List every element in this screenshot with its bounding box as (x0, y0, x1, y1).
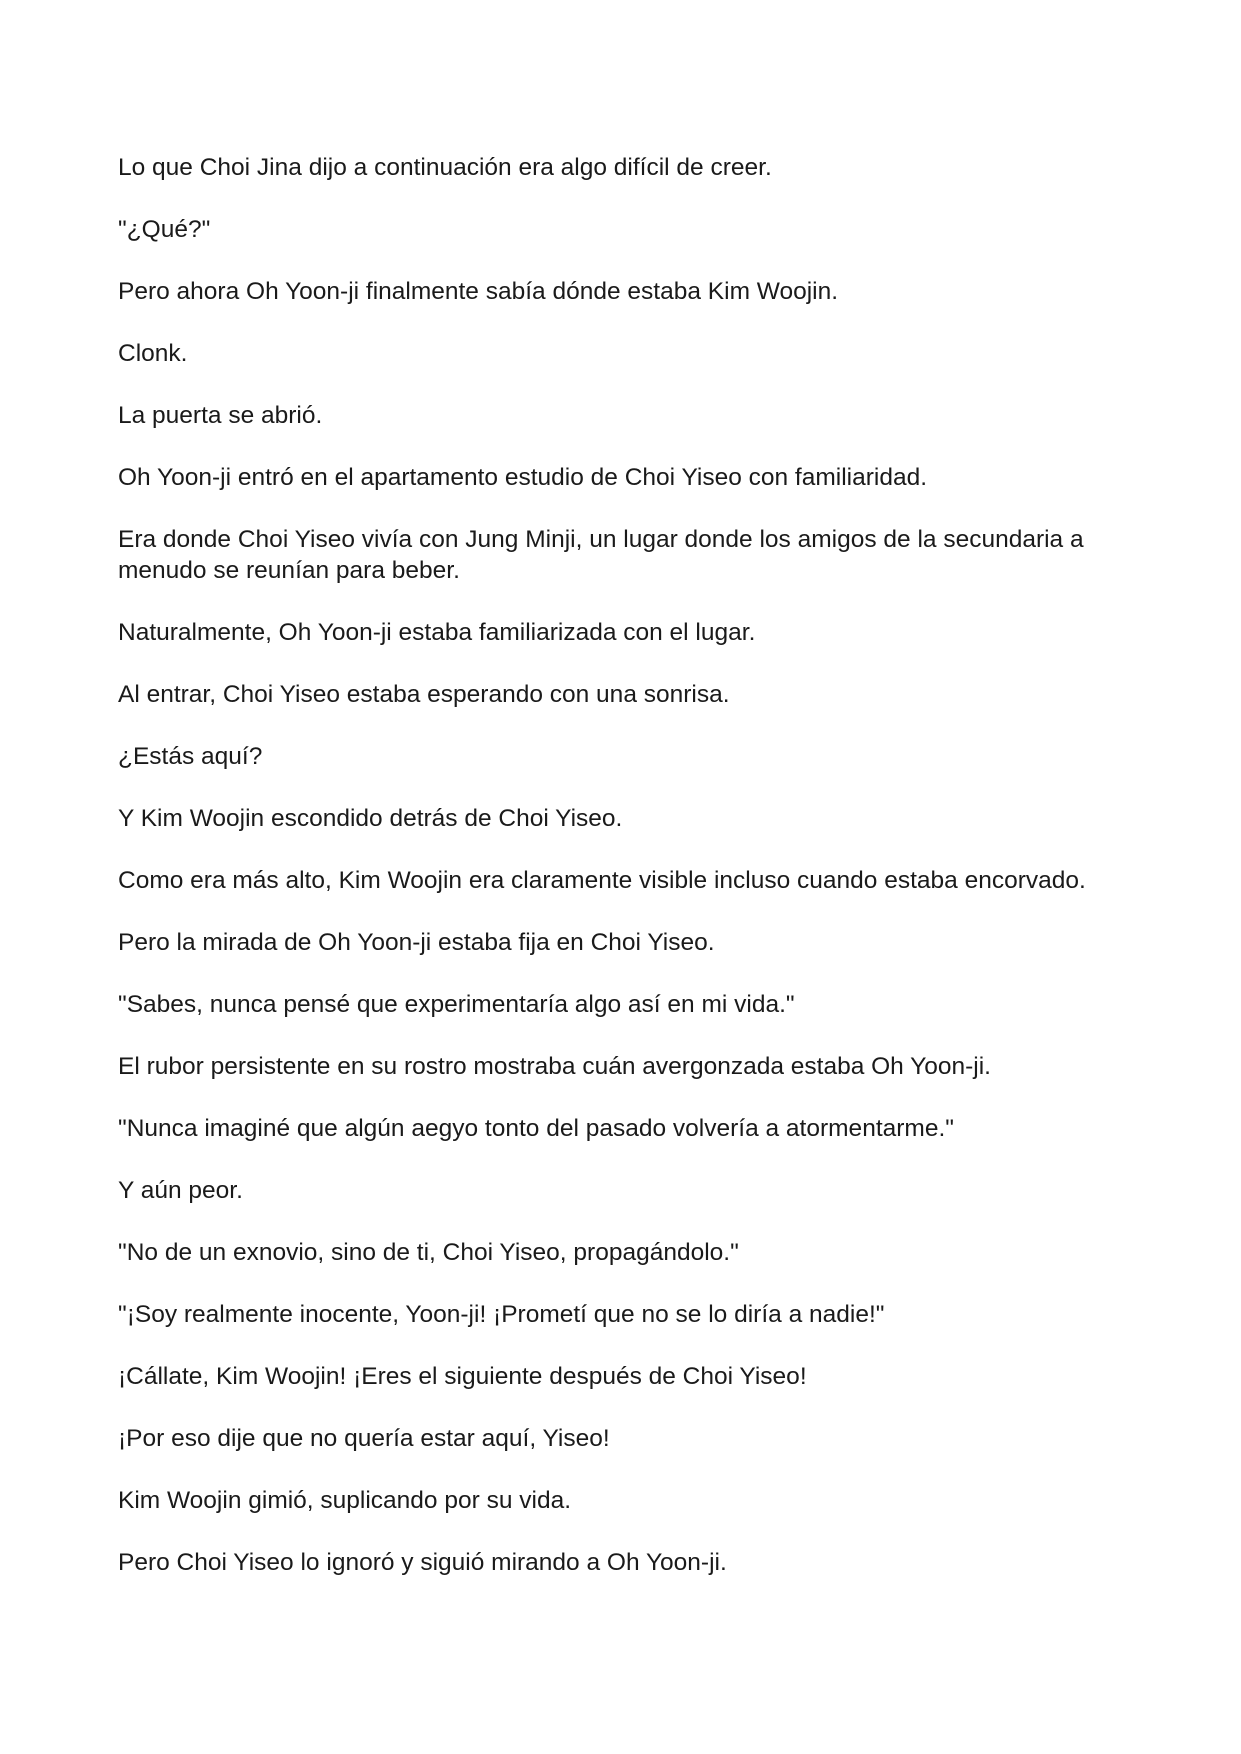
paragraph-21: ¡Por eso dije que no quería estar aquí, Yiseo! (118, 1425, 610, 1452)
paragraph-20: ¡Cállate, Kim Woojin! ¡Eres el siguiente después de Choi Yiseo! (118, 1363, 807, 1390)
paragraph-23: Pero Choi Yiseo lo ignoró y siguió mirando a Oh Yoon-ji. (118, 1549, 727, 1576)
paragraph-6: Oh Yoon-ji entró en el apartamento estudio de Choi Yiseo con familiaridad. (118, 464, 928, 491)
paragraph-16: "Nunca imaginé que algún aegyo tonto del pasado volvería a atormentarme." (118, 1115, 954, 1142)
paragraph-18: "No de un exnovio, sino de ti, Choi Yiseo, propagándolo." (118, 1239, 739, 1266)
paragraph-2: "¿Qué?" (118, 216, 211, 243)
paragraph-13: Pero la mirada de Oh Yoon-ji estaba fija en Choi Yiseo. (118, 929, 715, 956)
paragraph-9: Al entrar, Choi Yiseo estaba esperando con una sonrisa. (118, 681, 730, 708)
paragraph-17: Y aún peor. (118, 1177, 243, 1204)
paragraph-7: Era donde Choi Yiseo vivía con Jung Minji, un lugar donde los amigos de la secundaria a menudo se reunían para beber. (118, 526, 1084, 584)
paragraph-19: "¡Soy realmente inocente, Yoon-ji! ¡Prometí que no se lo diría a nadie!" (118, 1301, 885, 1328)
paragraph-5: La puerta se abrió. (118, 402, 323, 429)
paragraph-15: El rubor persistente en su rostro mostraba cuán avergonzada estaba Oh Yoon-ji. (118, 1053, 991, 1080)
paragraph-10: ¿Estás aquí? (118, 743, 263, 770)
paragraph-8: Naturalmente, Oh Yoon-ji estaba familiarizada con el lugar. (118, 619, 756, 646)
paragraph-14: "Sabes, nunca pensé que experimentaría algo así en mi vida." (118, 991, 795, 1018)
paragraph-11: Y Kim Woojin escondido detrás de Choi Yiseo. (118, 805, 623, 832)
paragraph-3: Pero ahora Oh Yoon-ji finalmente sabía dónde estaba Kim Woojin. (118, 278, 839, 305)
paragraph-22: Kim Woojin gimió, suplicando por su vida. (118, 1487, 572, 1514)
paragraph-1: Lo que Choi Jina dijo a continuación era algo difícil de creer. (118, 154, 772, 181)
document-body (118, 152, 1128, 1609)
paragraph-4: Clonk. (118, 340, 188, 367)
paragraph-12: Como era más alto, Kim Woojin era claramente visible incluso cuando estaba encorvado. (118, 867, 1086, 894)
